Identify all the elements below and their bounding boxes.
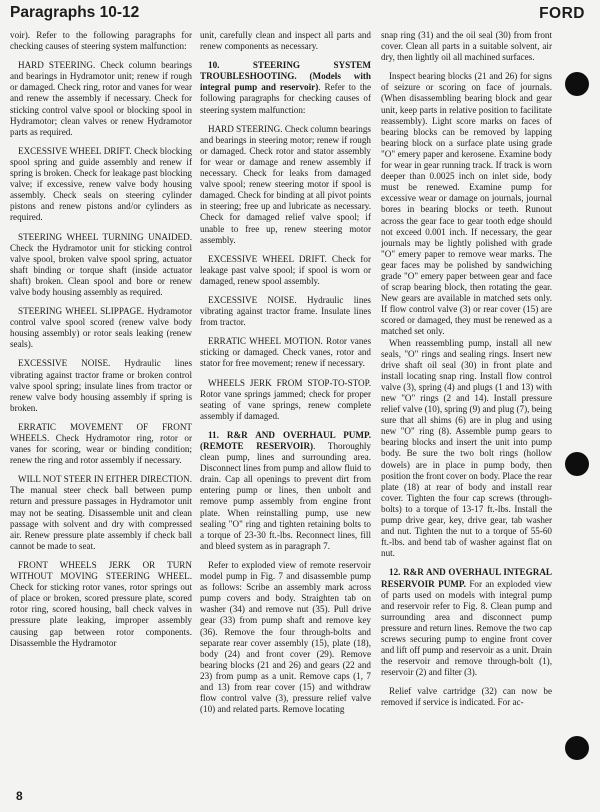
paragraph-body: The manual steer check ball between pump return and pressure passages in Hydramotor unit may not be seating. Disassemble unit and clean passage with solvent and dry with compressed air. Renew pressure plate assembly if check ball cannot be made to seat. xyxy=(10,485,192,551)
subheading: ERRATIC WHEEL MOTION. xyxy=(208,336,323,347)
paragraph-body: Check for sticking rotor vanes, rotor springs out of place or broken, scored pressure plate, scored rotor ring, scored housing, ball check valves in pressure plate leaking, improper assembly causing gap between rotor components. Disassemble the Hydramotor xyxy=(10,582,192,648)
paragraph: voir). Refer to the following paragraphs for checking causes of steering system malfunction: xyxy=(10,30,192,52)
paragraph-body: Hydraulic lines vibrating against tractor frame or broken control valve spool spring; insulate lines from tractor or renew valve body housing assembly if spring is broken. xyxy=(10,358,192,413)
paragraph xyxy=(10,560,192,649)
paragraph xyxy=(10,474,192,552)
subheading: EXCESSIVE NOISE. xyxy=(208,294,297,305)
paragraph xyxy=(200,336,371,369)
subheading: FRONT WHEELS JERK OR TURN WITHOUT MOVING STEERING WHEEL. xyxy=(10,559,192,582)
subheading: STEERING WHEEL SLIPPAGE. xyxy=(18,306,145,317)
subheading: HARD STEERING. xyxy=(208,123,283,134)
paragraph xyxy=(200,124,371,246)
subheading: HARD STEERING. xyxy=(18,60,96,71)
paragraph xyxy=(200,60,371,115)
paragraph-body: Hydraulic lines vibrating against tractor frame. Insulate lines from tractor. xyxy=(200,294,371,328)
section-heading: 12. R&R AND OVERHAUL INTEGRAL RESERVOIR PUMP. xyxy=(381,567,552,589)
text-column-2 xyxy=(200,30,371,790)
paragraph xyxy=(10,146,192,224)
paragraph-body: Rotor vanes sticking or damaged. Check vanes, rotor and stator for free movement; renew if necessary. xyxy=(200,336,371,369)
paragraph xyxy=(200,295,371,328)
subheading: STEERING WHEEL TURNING UNAIDED. xyxy=(18,231,192,242)
text-column-1 xyxy=(10,30,192,790)
paragraph-body: . Refer to the following paragraphs for checking causes of steering system malfunction: xyxy=(200,82,371,115)
paragraph-body: Check Hydramotor ring, rotor or vanes for scoring, wear or binding condition; renew the ring and rotor assembly if necessary. xyxy=(10,433,192,466)
paragraph-body: Check column bearings and bearings in Hydramotor unit; renew if rough or damaged. Check ring, rotor and vanes for wear and renew the assembly if necessary. Check for sticking control valve spool or blocking spool in Hydramotor; clean valves or renew Hydramotor parts as required. xyxy=(10,60,192,137)
paragraph-body: Rotor vane springs jammed; check for proper seating of vane springs, renew complete assembly if damaged. xyxy=(200,388,371,421)
paragraph-body: Check the Hydramotor unit for sticking control valve spool, broken valve spool spring, actuator shaft binding or torque shaft (inside actuator shaft) broken. Clean spool and bore or renew valve body housing assembly as required. xyxy=(10,242,192,297)
paragraph xyxy=(200,430,371,552)
paragraph xyxy=(10,232,192,299)
paragraph: When reassembling pump, install all new seals, "O" rings and sealing rings. Insert new drive shaft oil seal (30) in front plate and install locating snap ring. Install flow control valve (3), spring (4) and plugs (1 and 13) with new "O" rings (2 and 14). Install pressure relief valve (10), spring (9) and plug (7), being sure that all shims (6) are in plug and using new "O" ring (8). Assemble pump gears to bearing blocks and insert the unit into pump body. Be sure the two bolt rings (hollow dowels) are in place in pump body, then position the front cover on body. Place the rear plate (18) at rear of body and install rear cover. Tighten the four cap screws (through-bolts) to a torque of 13-17 ft.-lbs. Install the pump drive gear, key, drive gear, tab washer and nut. Tighten the nut to a torque of 55-60 ft.-lbs. and bend tab of washer against flat on nut. xyxy=(381,337,552,559)
binder-hole xyxy=(565,736,589,760)
paragraph xyxy=(200,254,371,287)
section-heading: 10. STEERING SYSTEM TROUBLESHOOTING. (Models with integral pump and reservoir) xyxy=(200,60,371,93)
paragraph xyxy=(10,60,192,138)
paragraph: Relief valve cartridge (32) can now be removed if service is indicated. For ac- xyxy=(381,686,552,708)
paragraph xyxy=(381,567,552,678)
paragraph-body: Check blocking spool spring and guide assembly and renew if spring is broken. Check for leakage past blocking valve; if excessive, renew valve body housing assembly. Check seals on steering cylinder pistons and renew pistons and/or cylinders as required. xyxy=(10,145,192,223)
binder-hole xyxy=(565,72,589,96)
paragraph: unit, carefully clean and inspect all parts and renew components as necessary. xyxy=(200,30,371,52)
subheading: WHEELS JERK FROM STOP-TO-STOP. xyxy=(208,377,371,388)
paragraph-body: Check for leakage past valve spool; if spool is worn or damaged, renew spool assembly. xyxy=(200,253,371,286)
subheading: WILL NOT STEER IN EITHER DIRECTION. xyxy=(18,474,192,485)
binder-hole xyxy=(565,452,589,476)
section-heading: 11. R&R AND OVERHAUL PUMP. (REMOTE RESERVOIR) xyxy=(200,429,371,451)
section-header: Paragraphs 10-12 xyxy=(10,4,140,21)
page-number: 8 xyxy=(16,789,23,803)
paragraph: snap ring (31) and the oil seal (30) from front cover. Clean all parts in a suitable solvent, air dry, then lightly oil all machined surfaces. xyxy=(381,30,552,63)
paragraph: Inspect bearing blocks (21 and 26) for signs of seizure or scoring on face of journals. (When disassembling bearing block and gear unit, keep parts in relative position to facilitate reassembly). Light score marks on faces of bearing blocks can be removed by lapping bearing block on a surface plate using grade "O" emery paper and kerosene. Examine body for wear in gear running track. If track is worn deeper than 0.0025 inch on inlet side, body must be renewed. Examine pump for excessive wear or damage on journals, journal bores in bearing blocks or teeth. Runout across the gear face to gear tooth edge should not exceed 0.001 inch. If necessary, the gear journals may be lightly polished with grade "O" emery paper to remove wear marks. The gear faces may be polished by sandwiching grade "O" emery paper between gear and face of scrap bearing block, then rotating the gear. New gears are available in matched sets only. If flow control valve (3) or rear cover (15) are scored or damaged, they must be renewed as a matched set only. xyxy=(381,71,552,337)
subheading: EXCESSIVE WHEEL DRIFT. xyxy=(208,253,327,264)
text-column-3 xyxy=(381,30,552,790)
subheading: EXCESSIVE NOISE. xyxy=(18,358,111,369)
paragraph: Refer to exploded view of remote reservoir model pump in Fig. 7 and disassemble pump as follows: Scribe an assembly mark across pump covers and body. Straighten tab on washer (34) and remove nut (35). Pull drive gear (33) from pump shaft and remove key (36). Remove the four through-bolts and separate rear cover assembly (15), plate (18), body (24) and front cover (29). Remove bearing blocks (21 and 26) and gears (22 and 23) from pump as a unit. Remove caps (1, 7 and 13) from rear cover (15) and withdraw flow control valve (3), pressure relief valve (10) and related parts. Remove locating xyxy=(200,559,371,715)
paragraph xyxy=(10,306,192,350)
paragraph xyxy=(10,422,192,466)
brand-header: FORD xyxy=(539,5,585,22)
paragraph xyxy=(10,358,192,413)
paragraph-body: Check column bearings and bearings in steering motor; renew if rough or damaged. Check rotor and stator assembly for wear or damage and renew assembly if necessary. Check for leaks from damaged valve spool; renew steering motor if spool is damaged. Check for binding at all pivot points in steering; free up and lubricate as necessary. Check for damaged relief valve spool; if unable to free up, renew steering motor assembly. xyxy=(200,123,371,245)
paragraph-body: Hydramotor control valve spool scored (renew valve body housing assembly) or rotor seals leaking (renew seals). xyxy=(10,306,192,350)
paragraph xyxy=(200,378,371,422)
subheading: ERRATIC MOVEMENT OF FRONT WHEELS. xyxy=(10,421,192,443)
subheading: EXCESSIVE WHEEL DRIFT. xyxy=(18,145,132,156)
paragraph-body: For an exploded view of parts used on models with integral pump and reservoir refer to Fig. 8. Clean pump and surrounding area and disconnect pump pressure and return lines. Remove the two cap screws securing pump to engine front cover and lift off pump and reservoir as a unit. Drain the reservoir and remove through-bolt (1), reservoir (2) and filter (3). xyxy=(381,578,552,678)
paragraph-body: . Thoroughly clean pump, lines and surrounding area. Disconnect lines from pump and allow fluid to drain. Cap all openings to prevent dirt from entering pump or lines, then unbolt and remove pump assembly from engine front plate. When reinstalling pump, use new sealing "O" ring and tighten retaining bolts to a torque of 23-30 ft.-lbs. Reconnect lines, fill and bleed system as in paragraph 7. xyxy=(200,441,371,551)
